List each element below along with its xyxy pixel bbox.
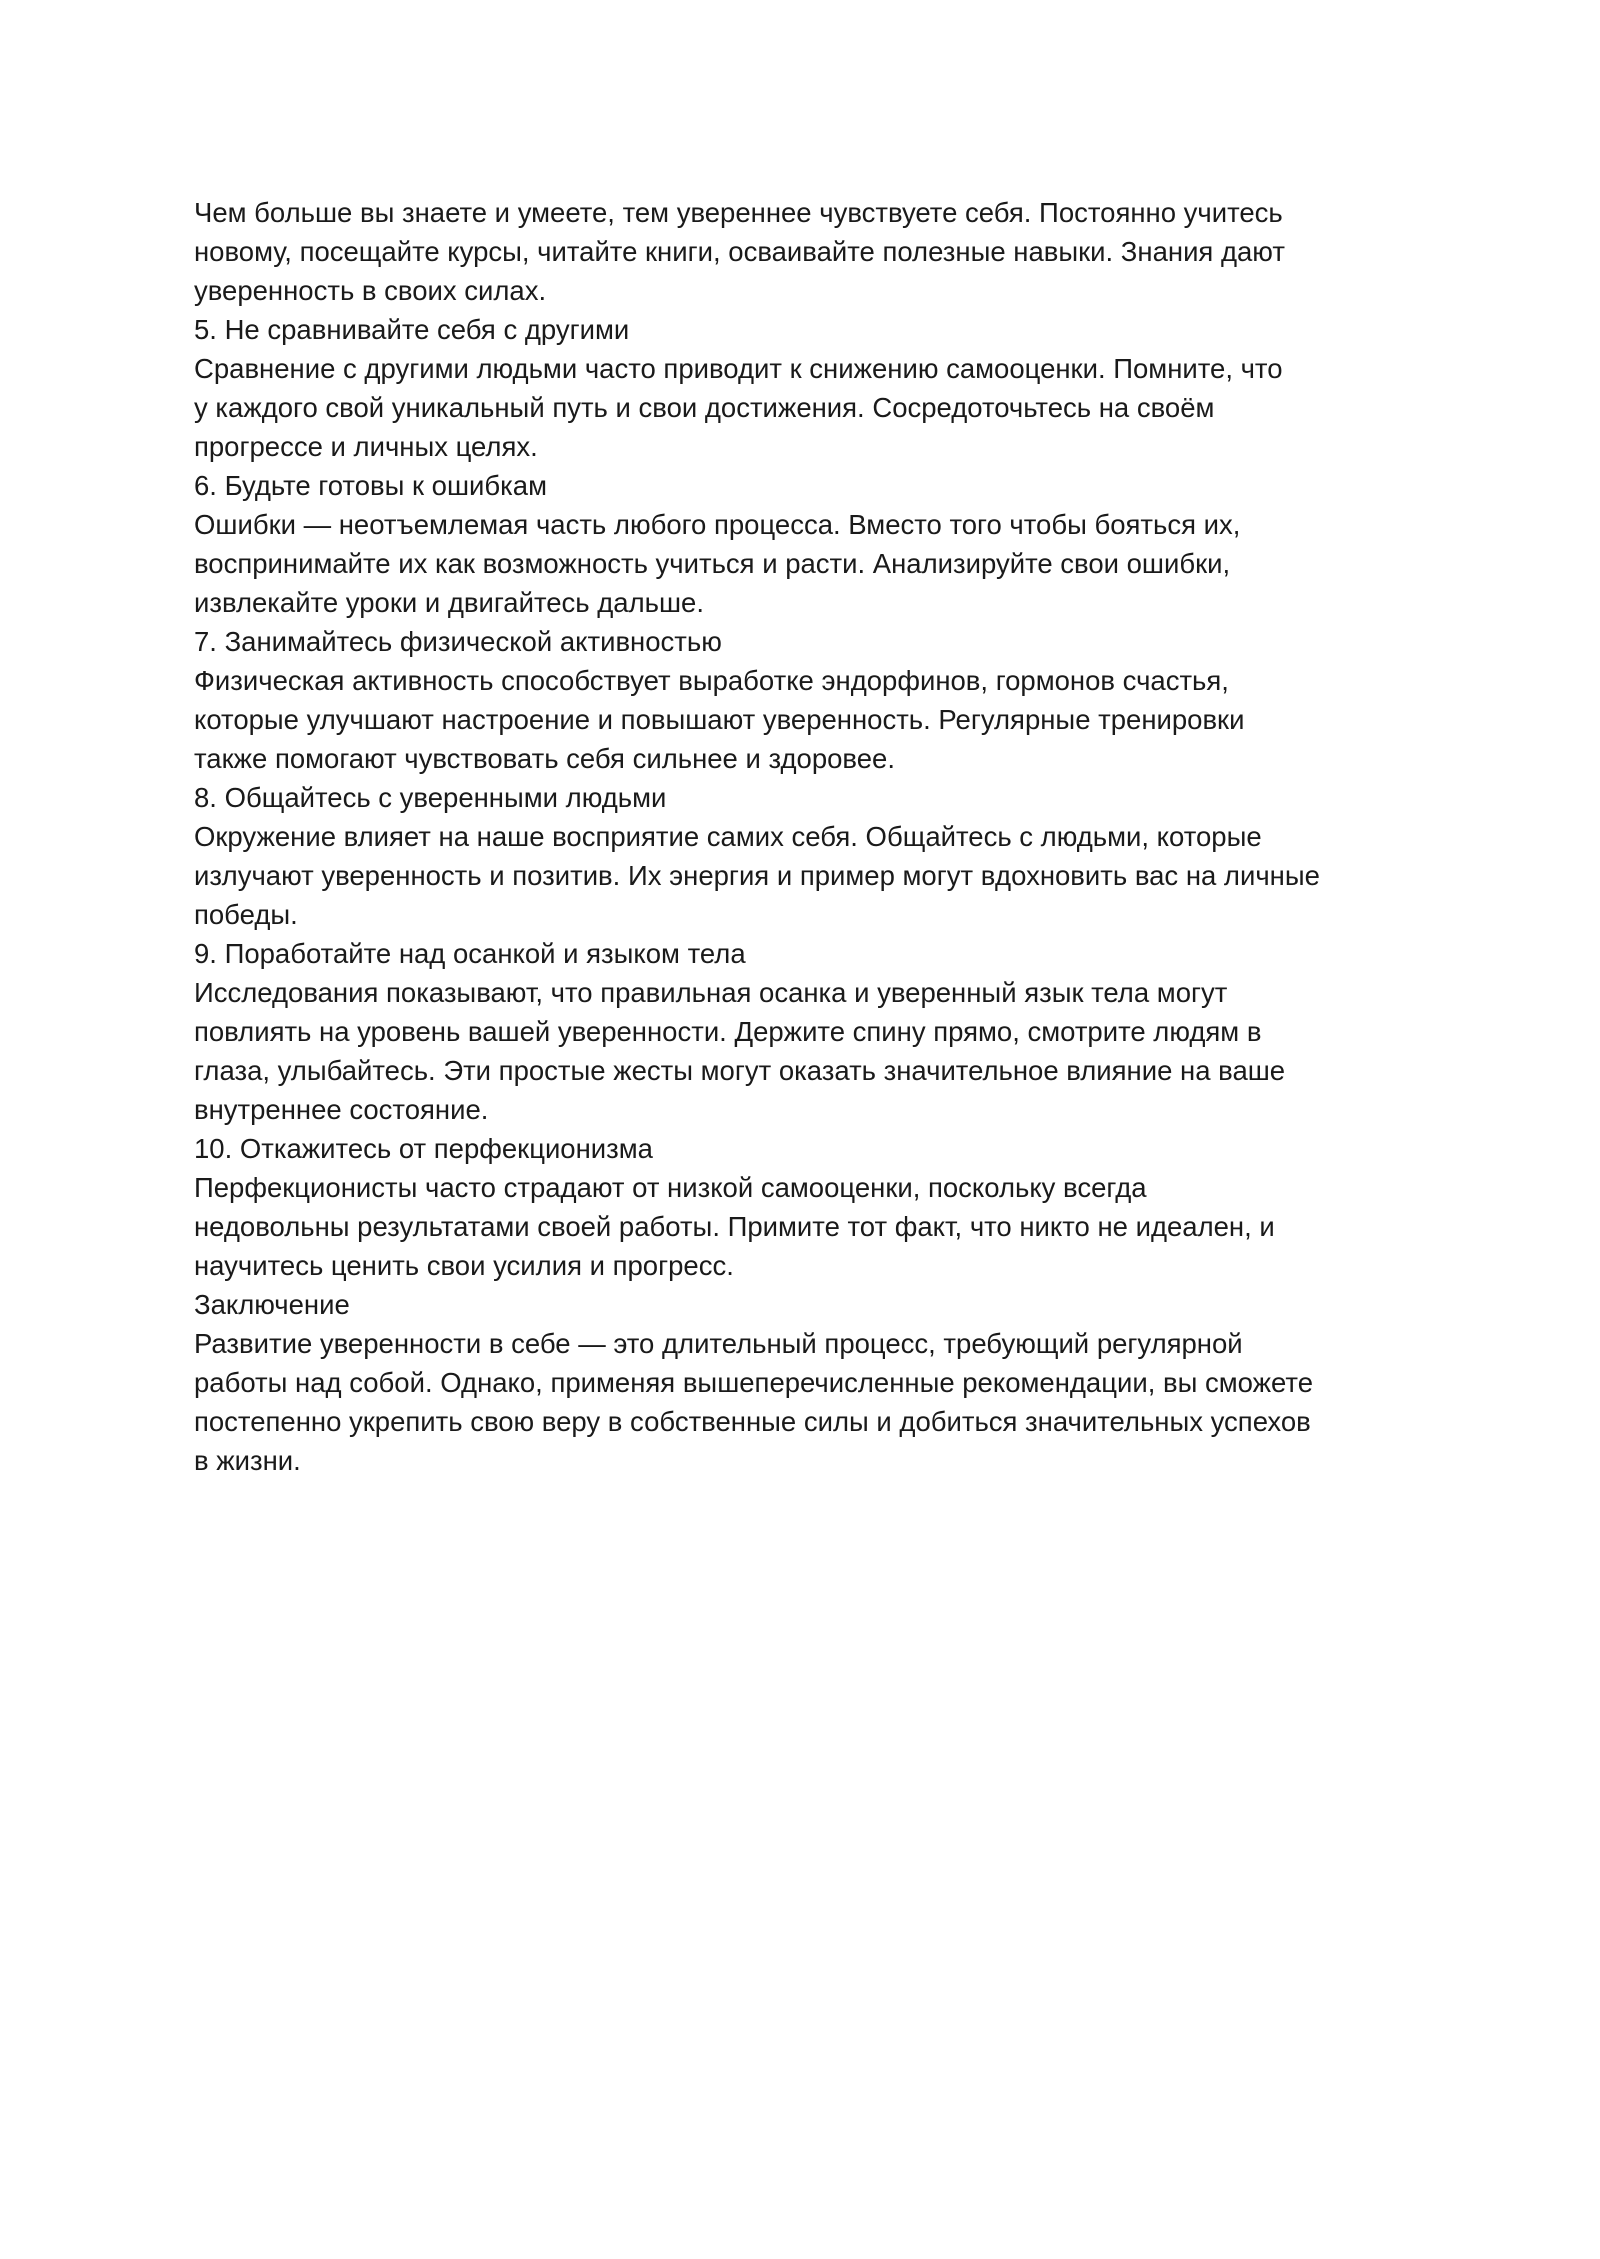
- paragraph-line: излучают уверенность и позитив. Их энергия и пример могут вдохновить вас на личные: [194, 860, 1320, 891]
- section-heading: [194, 310, 1434, 349]
- section-heading: [194, 1285, 1434, 1324]
- section-heading: [194, 622, 1434, 661]
- paragraph-line: Чем больше вы знаете и умеете, тем увереннее чувствуете себя. Постоянно учитесь: [194, 197, 1283, 228]
- paragraph-line: в жизни.: [194, 1445, 301, 1476]
- document-body: [194, 193, 1434, 1480]
- paragraph-line: научитесь ценить свои усилия и прогресс.: [194, 1250, 734, 1281]
- paragraph-line: Исследования показывают, что правильная осанка и уверенный язык тела могут: [194, 977, 1228, 1008]
- heading-text: 9. Поработайте над осанкой и языком тела: [194, 938, 746, 969]
- paragraph-line: уверенность в своих силах.: [194, 275, 547, 306]
- paragraph-line: Перфекционисты часто страдают от низкой самооценки, поскольку всегда: [194, 1172, 1147, 1203]
- paragraph-line: постепенно укрепить свою веру в собственные силы и добиться значительных успехов: [194, 1406, 1311, 1437]
- paragraph-line: у каждого свой уникальный путь и свои достижения. Сосредоточьтесь на своём: [194, 392, 1215, 423]
- paragraph-line: новому, посещайте курсы, читайте книги, осваивайте полезные навыки. Знания дают: [194, 236, 1285, 267]
- paragraph-line: Физическая активность способствует выработке эндорфинов, гормонов счастья,: [194, 665, 1229, 696]
- body-paragraph: [194, 193, 1434, 310]
- paragraph-line: воспринимайте их как возможность учиться и расти. Анализируйте свои ошибки,: [194, 548, 1231, 579]
- body-paragraph: [194, 1324, 1434, 1480]
- paragraph-line: внутреннее состояние.: [194, 1094, 489, 1125]
- section-heading: [194, 1129, 1434, 1168]
- heading-text: 8. Общайтесь с уверенными людьми: [194, 782, 667, 813]
- paragraph-line: Сравнение с другими людьми часто приводит к снижению самооценки. Помните, что: [194, 353, 1283, 384]
- body-paragraph: [194, 661, 1434, 778]
- heading-text: 5. Не сравнивайте себя с другими: [194, 314, 630, 345]
- paragraph-line: глаза, улыбайтесь. Эти простые жесты могут оказать значительное влияние на ваше: [194, 1055, 1286, 1086]
- heading-text: Заключение: [194, 1289, 350, 1320]
- paragraph-line: прогрессе и личных целях.: [194, 431, 538, 462]
- section-heading: [194, 466, 1434, 505]
- paragraph-line: Развитие уверенности в себе — это длительный процесс, требующий регулярной: [194, 1328, 1243, 1359]
- paragraph-line: также помогают чувствовать себя сильнее и здоровее.: [194, 743, 895, 774]
- paragraph-line: Ошибки — неотъемлемая часть любого процесса. Вместо того чтобы бояться их,: [194, 509, 1241, 540]
- paragraph-line: повлиять на уровень вашей уверенности. Держите спину прямо, смотрите людям в: [194, 1016, 1262, 1047]
- section-heading: [194, 934, 1434, 973]
- body-paragraph: [194, 817, 1434, 934]
- body-paragraph: [194, 505, 1434, 622]
- body-paragraph: [194, 1168, 1434, 1285]
- paragraph-line: извлекайте уроки и двигайтесь дальше.: [194, 587, 704, 618]
- paragraph-line: работы над собой. Однако, применяя вышеперечисленные рекомендации, вы сможете: [194, 1367, 1313, 1398]
- paragraph-line: которые улучшают настроение и повышают уверенность. Регулярные тренировки: [194, 704, 1245, 735]
- paragraph-line: недовольны результатами своей работы. Примите тот факт, что никто не идеален, и: [194, 1211, 1275, 1242]
- section-heading: [194, 778, 1434, 817]
- body-paragraph: [194, 349, 1434, 466]
- heading-text: 6. Будьте готовы к ошибкам: [194, 470, 547, 501]
- paragraph-line: победы.: [194, 899, 298, 930]
- body-paragraph: [194, 973, 1434, 1129]
- heading-text: 7. Занимайтесь физической активностью: [194, 626, 722, 657]
- heading-text: 10. Откажитесь от перфекционизма: [194, 1133, 653, 1164]
- paragraph-line: Окружение влияет на наше восприятие самих себя. Общайтесь с людьми, которые: [194, 821, 1262, 852]
